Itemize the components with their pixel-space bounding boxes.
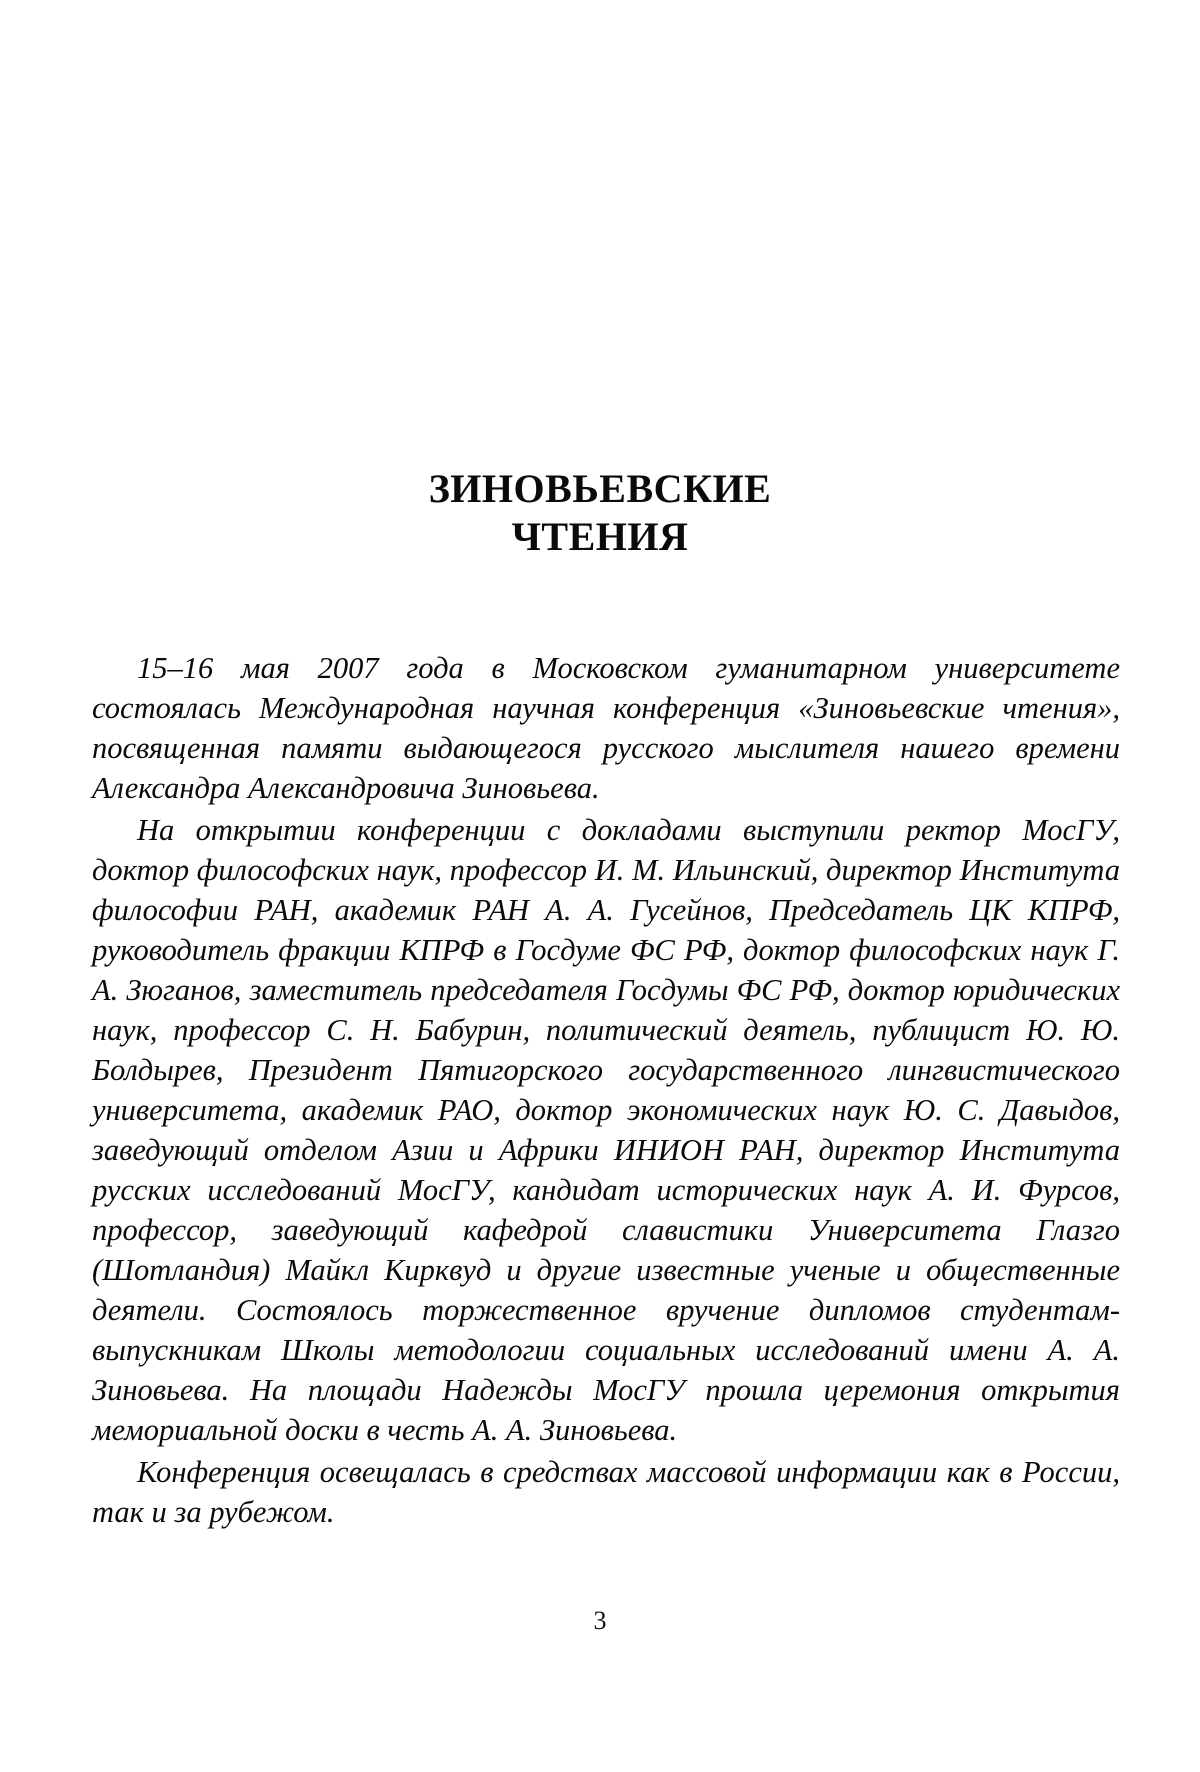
page-title	[0, 465, 1200, 561]
page-number: 3	[593, 1606, 607, 1635]
title-line-2: ЧТЕНИЯ	[511, 513, 689, 559]
paragraph-3: Конференция освещалась в средствах массовой информации как в России, так и за рубежом.	[92, 1455, 1120, 1529]
paragraph-2: На открытии конференции с докладами выступили ректор МосГУ, доктор философских наук, профессор И. М. Ильинский, директор Института философии РАН, академик РАН А. А. Гусейнов, Председатель ЦК КПРФ, руководитель фракции КПРФ в Госдуме ФС РФ, доктор философских наук Г. А. Зюганов, заместитель председателя Госдумы ФС РФ, доктор юридических наук, профессор С. Н. Бабурин, политический деятель, публицист Ю. Ю. Болдырев, Президент Пятигорского государственного лингвистического университета, академик РАО, доктор экономических наук Ю. С. Давыдов, заведующий отделом Азии и Африки ИНИОН РАН, директор Института русских исследований МосГУ, кандидат исторических наук А. И. Фурсов, профессор, заведующий кафедрой славистики Университета Глазго (Шотландия) Майкл Кирквуд и другие известные ученые и общественные деятели. Состоялось торжественное вручение дипломов студентам-выпускникам Школы методологии социальных исследований имени А. А. Зиновьева. На площади Надежды МосГУ прошла церемония открытия мемориальной доски в честь А. А. Зиновьева.	[92, 813, 1120, 1447]
body-text	[92, 648, 1120, 1534]
paragraph-1: 15–16 мая 2007 года в Московском гуманитарном университете состоялась Международная научная конференция «Зиновьевские чтения», посвященная памяти выдающегося русского мыслителя нашего времени Александра Александровича Зиновьева.	[92, 651, 1120, 805]
title-line-1: ЗИНОВЬЕВСКИЕ	[428, 465, 772, 511]
